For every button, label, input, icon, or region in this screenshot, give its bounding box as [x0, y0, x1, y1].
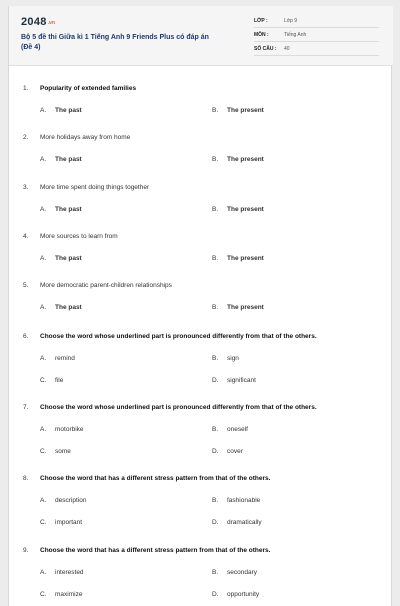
- option-text: dramatically: [227, 519, 262, 526]
- option-text: The present: [227, 156, 264, 163]
- option-text: The past: [55, 107, 82, 114]
- answer-option-c[interactable]: [40, 519, 82, 526]
- meta-value: Lớp 9: [284, 18, 298, 24]
- title-line-2: (Đề 4): [21, 44, 41, 51]
- option-letter: B.: [212, 355, 219, 362]
- answer-option-b[interactable]: [212, 569, 257, 576]
- option-text: interested: [55, 569, 84, 576]
- option-text: significant: [227, 377, 256, 384]
- answer-option-a[interactable]: [40, 156, 82, 163]
- option-text: opportunity: [227, 591, 260, 598]
- question-text: More democratic parent-children relationships: [40, 282, 172, 289]
- option-letter: B.: [212, 255, 219, 262]
- option-letter: C.: [40, 377, 47, 384]
- option-text: fashionable: [227, 497, 261, 504]
- question-number: 2.: [23, 134, 29, 141]
- answer-option-a[interactable]: [40, 355, 75, 362]
- option-letter: A.: [40, 497, 47, 504]
- option-letter: D.: [212, 591, 219, 598]
- question-number: 7.: [23, 404, 29, 411]
- option-letter: A.: [40, 355, 47, 362]
- option-text: The past: [55, 304, 82, 311]
- answer-option-a[interactable]: [40, 107, 82, 114]
- answer-option-a[interactable]: [40, 304, 82, 311]
- question-number: 8.: [23, 475, 29, 482]
- document-header: [9, 6, 393, 66]
- option-text: oneself: [227, 426, 248, 433]
- option-letter: A.: [40, 569, 47, 576]
- option-text: The past: [55, 255, 82, 262]
- option-text: important: [55, 519, 83, 526]
- question-text: Choose the word whose underlined part is pronounced differently from that of the others.: [40, 333, 317, 340]
- question-number: 3.: [23, 184, 29, 191]
- question-number: 9.: [23, 547, 29, 554]
- question-number: 1.: [23, 85, 29, 92]
- option-text: The past: [55, 156, 82, 163]
- option-text: sign: [227, 355, 239, 362]
- title-line-1: Bộ 5 đề thi Giữa kì 1 Tiếng Anh 9 Friends Plus có đáp án: [21, 34, 209, 41]
- option-letter: A.: [40, 304, 47, 311]
- logo-domain: .vn: [47, 20, 55, 26]
- question-text: Choose the word that has a different stress pattern from that of the others.: [40, 547, 271, 554]
- option-letter: A.: [40, 107, 47, 114]
- question-number: 6.: [23, 333, 29, 340]
- question-text: Choose the word whose underlined part is pronounced differently from that of the others.: [40, 404, 317, 411]
- answer-option-b[interactable]: [212, 497, 260, 504]
- option-letter: B.: [212, 569, 219, 576]
- document-page: [8, 6, 392, 606]
- option-letter: C.: [40, 448, 47, 455]
- option-letter: A.: [40, 255, 47, 262]
- option-letter: D.: [212, 377, 219, 384]
- option-letter: B.: [212, 304, 219, 311]
- option-text: motorbike: [55, 426, 84, 433]
- answer-option-b[interactable]: [212, 107, 264, 114]
- site-logo[interactable]: [21, 16, 55, 28]
- answer-option-b[interactable]: [212, 156, 264, 163]
- option-text: The past: [55, 206, 82, 213]
- option-text: secondary: [227, 569, 257, 576]
- option-text: some: [55, 448, 71, 455]
- question-text: More time spent doing things together: [40, 184, 150, 191]
- option-text: cover: [227, 448, 243, 455]
- option-text: remind: [55, 355, 75, 362]
- question-text: Choose the word that has a different stress pattern from that of the others.: [40, 475, 271, 482]
- meta-label: MÔN :: [254, 32, 269, 38]
- option-letter: C.: [40, 591, 47, 598]
- option-text: The present: [227, 206, 264, 213]
- option-letter: A.: [40, 156, 47, 163]
- option-letter: B.: [212, 497, 219, 504]
- option-letter: D.: [212, 448, 219, 455]
- question-number: 4.: [23, 233, 29, 240]
- answer-option-a[interactable]: [40, 426, 84, 433]
- meta-subject: [254, 30, 379, 42]
- question-number: 5.: [23, 282, 29, 289]
- option-letter: A.: [40, 206, 47, 213]
- meta-label: LỚP :: [254, 18, 268, 24]
- answer-option-a[interactable]: [40, 206, 82, 213]
- document-title: [21, 33, 243, 53]
- option-letter: A.: [40, 426, 47, 433]
- question-text: More sources to learn from: [40, 233, 118, 240]
- option-letter: B.: [212, 156, 219, 163]
- meta-class: [254, 16, 379, 28]
- option-text: file: [55, 377, 64, 384]
- answer-option-b[interactable]: [212, 426, 248, 433]
- option-text: maximize: [55, 591, 83, 598]
- answer-option-c[interactable]: [40, 377, 63, 384]
- option-letter: C.: [40, 519, 47, 526]
- answer-option-b[interactable]: [212, 355, 239, 362]
- meta-value: Tiếng Anh: [284, 32, 307, 38]
- option-text: The present: [227, 107, 264, 114]
- answer-option-b[interactable]: [212, 304, 264, 311]
- answer-option-c[interactable]: [40, 591, 82, 598]
- answer-option-a[interactable]: [40, 255, 82, 262]
- option-text: The present: [227, 304, 264, 311]
- answer-option-b[interactable]: [212, 206, 264, 213]
- meta-label: SỐ CÂU :: [254, 46, 277, 52]
- question-text: More holidays away from home: [40, 134, 131, 141]
- option-letter: B.: [212, 426, 219, 433]
- option-letter: D.: [212, 519, 219, 526]
- answer-option-b[interactable]: [212, 255, 264, 262]
- question-text: Popularity of extended families: [40, 85, 137, 92]
- option-text: The present: [227, 255, 264, 262]
- option-letter: B.: [212, 107, 219, 114]
- meta-value: 40: [284, 46, 290, 52]
- logo-number: 2048: [21, 16, 47, 28]
- answer-option-a[interactable]: [40, 497, 86, 504]
- meta-question-count: [254, 44, 379, 56]
- option-letter: B.: [212, 206, 219, 213]
- answer-option-a[interactable]: [40, 569, 84, 576]
- answer-option-d[interactable]: [212, 591, 259, 598]
- answer-option-c[interactable]: [40, 448, 71, 455]
- answer-option-d[interactable]: [212, 519, 262, 526]
- option-text: description: [55, 497, 87, 504]
- answer-option-d[interactable]: [212, 448, 243, 455]
- answer-option-d[interactable]: [212, 377, 256, 384]
